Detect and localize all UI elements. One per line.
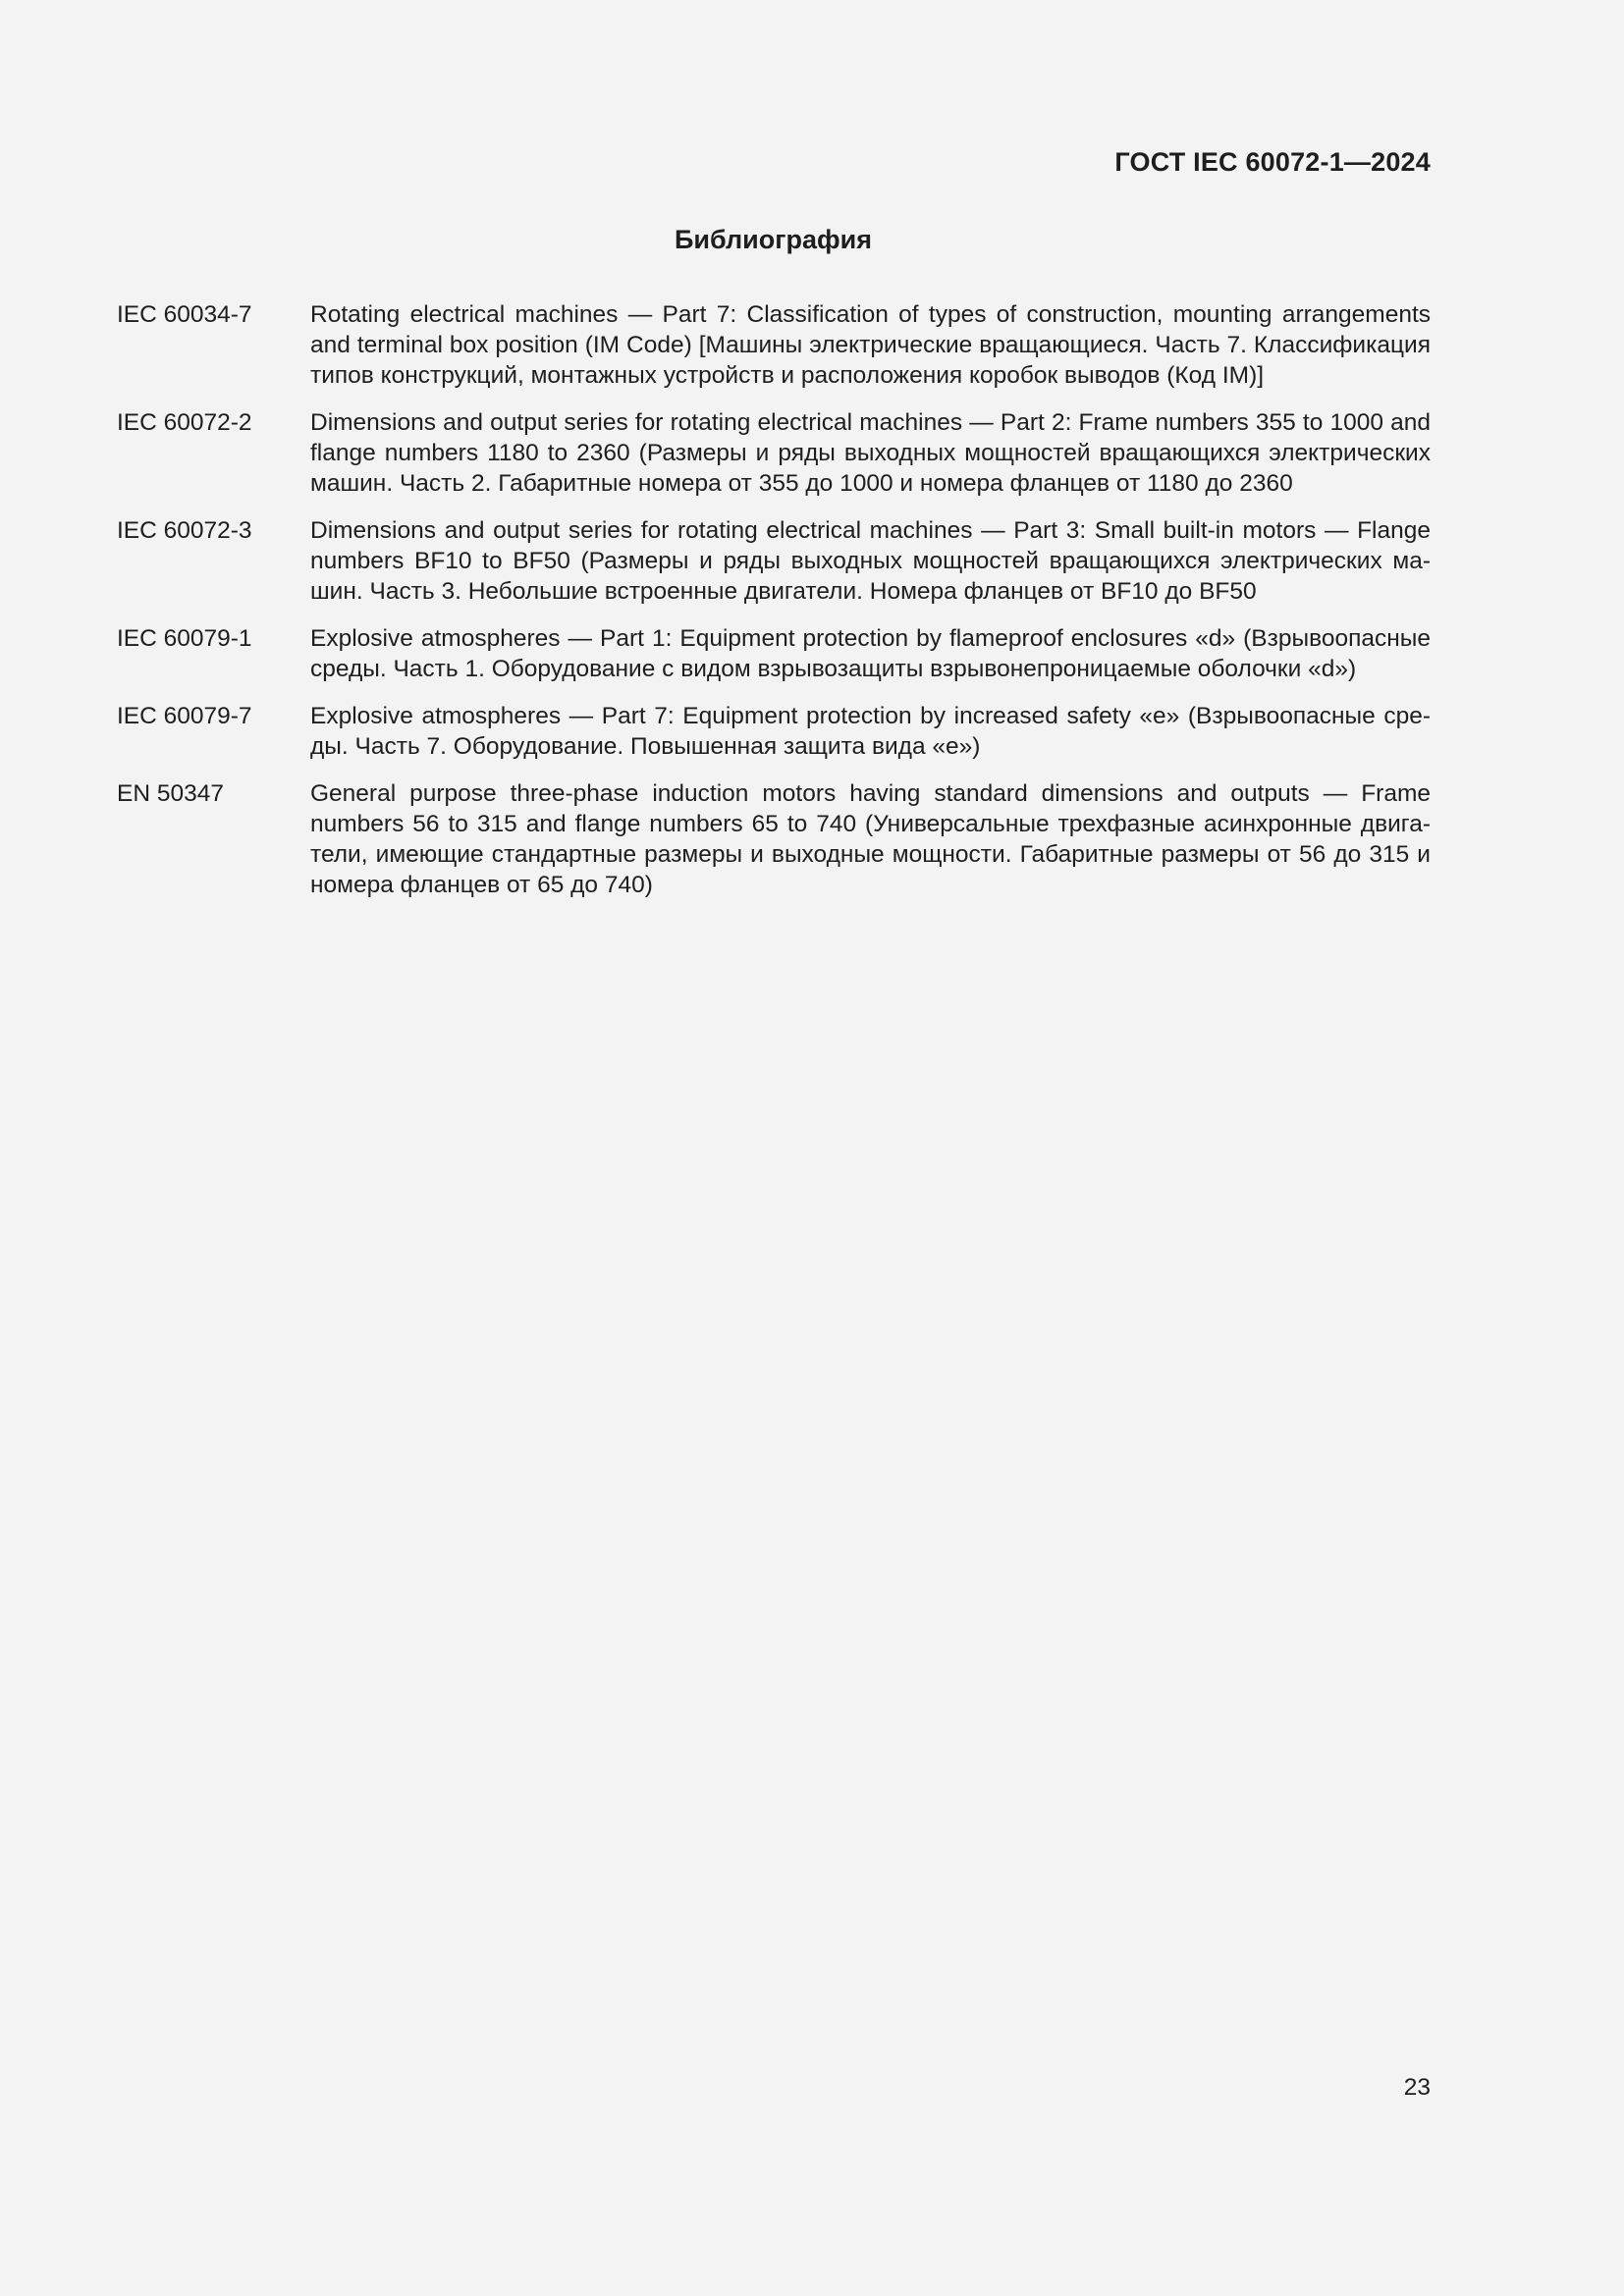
standard-description: Explosive atmospheres — Part 7: Equipment protection by increased safety «e» (Взрывоопасные среды. Часть 7. Оборудование. Повышенная защита вида «e») xyxy=(310,703,1431,760)
bibliography-entry xyxy=(117,299,1431,391)
standard-code: IEC 60072-2 xyxy=(117,409,252,436)
bibliography-entry xyxy=(117,778,1431,900)
standard-description: Explosive atmospheres — Part 1: Equipment protection by flameproof enclosures «d» (Взрывоопасные среды. Часть 1. Оборудование с видом взрывозащиты взрывонепроницаемые оболочки «d») xyxy=(310,625,1431,682)
document-code: ГОСТ IEC 60072-1—2024 xyxy=(1114,147,1431,177)
bibliography-entry xyxy=(117,623,1431,684)
bibliography-entry xyxy=(117,407,1431,499)
standard-description: Dimensions and output series for rotating electrical machines — Part 3: Small built-in motors — Flange numbers BF10 to BF50 (Размеры и ряды выходных мощностей вращающихся электрических машин. Часть 3. Небольшие встроенные двигатели. Номера фланцев от BF10 до BF50 xyxy=(310,517,1431,605)
standard-code: IEC 60079-7 xyxy=(117,703,252,729)
standard-code: IEC 60079-1 xyxy=(117,625,252,652)
bibliography-entry xyxy=(117,701,1431,762)
section-title: Библиография xyxy=(675,225,872,254)
standard-description: Dimensions and output series for rotating electrical machines — Part 2: Frame numbers 355 to 1000 and flange numbers 1180 to 2360 (Размеры и ряды выходных мощностей вращающихся электрических машин. Часть 2. Габаритные номера от 355 до 1000 и номера фланцев от 1180 до 2360 xyxy=(310,409,1431,497)
standard-code: IEC 60034-7 xyxy=(117,301,252,328)
page-number: 23 xyxy=(1403,2074,1431,2101)
bibliography-list xyxy=(117,299,1431,917)
standard-code: EN 50347 xyxy=(117,780,224,807)
bibliography-entry xyxy=(117,515,1431,607)
standard-code: IEC 60072-3 xyxy=(117,517,252,544)
standard-description: Rotating electrical machines — Part 7: Classification of types of construction, mounting arrangements and terminal box position (IM Code) [Машины электрические вращающиеся. Часть 7. Классификация типов конструкций, монтажных устройств и расположения коробок выводов (Код IM)] xyxy=(310,301,1431,389)
standard-description: General purpose three-phase induction motors having standard dimensions and outputs — Frame numbers 56 to 315 and flange numbers 65 to 740 (Универсальные трехфазные асинхронные двигатели, имеющие стандартные размеры и выходные мощности. Габаритные размеры от 56 до 315 и номера фланцев от 65 до 740) xyxy=(310,780,1431,898)
